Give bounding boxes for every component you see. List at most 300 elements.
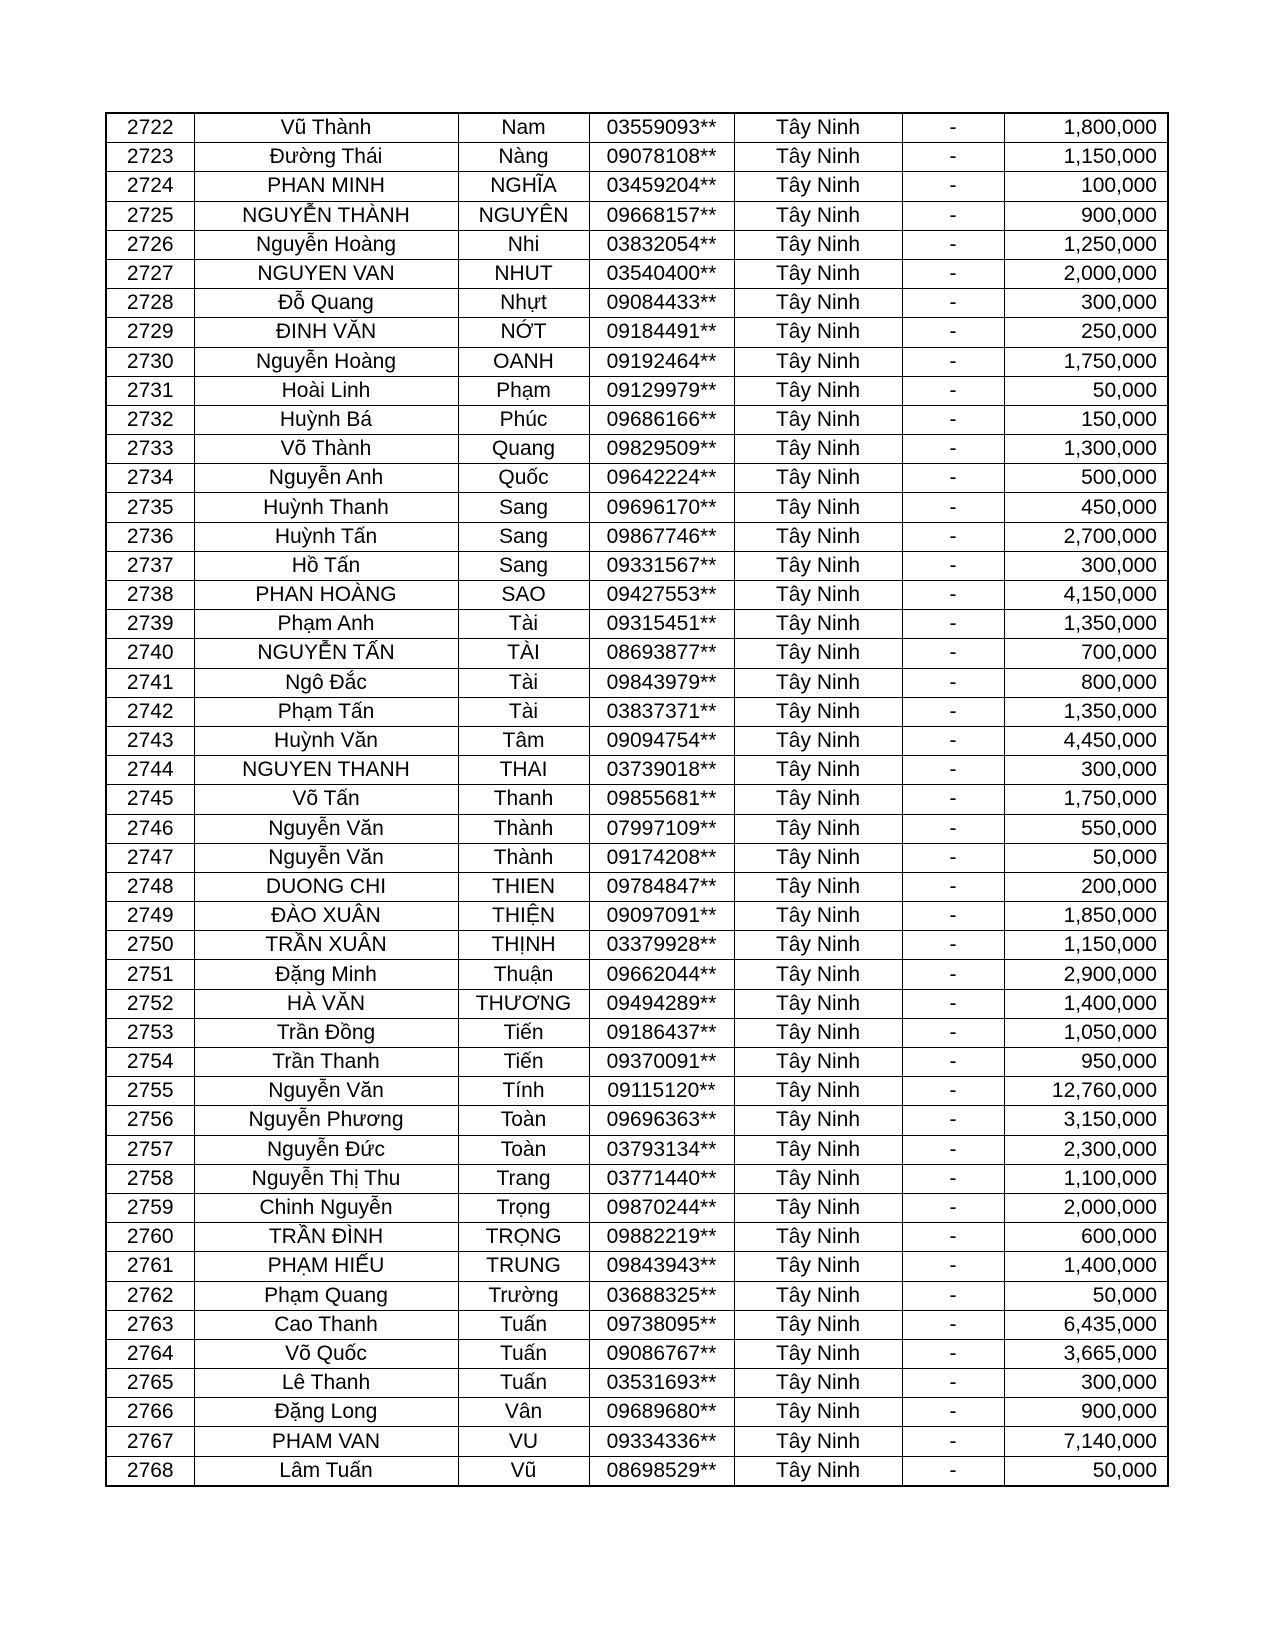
dash-cell: - — [902, 814, 1004, 843]
dash-cell: - — [902, 668, 1004, 697]
dash-cell: - — [902, 1193, 1004, 1222]
province-cell: Tây Ninh — [734, 259, 902, 288]
province-cell: Tây Ninh — [734, 405, 902, 434]
province-cell: Tây Ninh — [734, 551, 902, 580]
phone-cell: 08698529** — [589, 1456, 734, 1486]
province-cell: Tây Ninh — [734, 172, 902, 201]
row-number-cell: 2760 — [106, 1223, 194, 1252]
phone-cell: 09855681** — [589, 785, 734, 814]
table-row — [106, 960, 1168, 989]
table-row — [106, 1456, 1168, 1486]
phone-cell: 03379928** — [589, 931, 734, 960]
given-name-cell: Tiến — [458, 1048, 589, 1077]
phone-cell: 09370091** — [589, 1048, 734, 1077]
phone-cell: 09867746** — [589, 522, 734, 551]
given-name-cell: Trọng — [458, 1193, 589, 1222]
given-name-cell: Tính — [458, 1077, 589, 1106]
given-name-cell: Tâm — [458, 726, 589, 755]
family-name-cell: Nguyễn Văn — [194, 1077, 458, 1106]
amount-cell: 1,350,000 — [1004, 610, 1168, 639]
phone-cell: 09882219** — [589, 1223, 734, 1252]
province-cell: Tây Ninh — [734, 113, 902, 143]
amount-cell: 50,000 — [1004, 1281, 1168, 1310]
table-row — [106, 1427, 1168, 1456]
donation-table — [105, 112, 1169, 1487]
table-row — [106, 581, 1168, 610]
province-cell: Tây Ninh — [734, 610, 902, 639]
family-name-cell: Đặng Minh — [194, 960, 458, 989]
province-cell: Tây Ninh — [734, 989, 902, 1018]
row-number-cell: 2735 — [106, 493, 194, 522]
given-name-cell: Nhi — [458, 230, 589, 259]
amount-cell: 1,350,000 — [1004, 697, 1168, 726]
table-row — [106, 668, 1168, 697]
row-number-cell: 2767 — [106, 1427, 194, 1456]
phone-cell: 09427553** — [589, 581, 734, 610]
family-name-cell: PHAN HOÀNG — [194, 581, 458, 610]
dash-cell: - — [902, 230, 1004, 259]
phone-cell: 03837371** — [589, 697, 734, 726]
dash-cell: - — [902, 347, 1004, 376]
phone-cell: 09662044** — [589, 960, 734, 989]
family-name-cell: Hoài Linh — [194, 376, 458, 405]
row-number-cell: 2747 — [106, 843, 194, 872]
given-name-cell: Thuận — [458, 960, 589, 989]
given-name-cell: Sang — [458, 522, 589, 551]
dash-cell: - — [902, 1135, 1004, 1164]
given-name-cell: Nàng — [458, 143, 589, 172]
given-name-cell: Nam — [458, 113, 589, 143]
province-cell: Tây Ninh — [734, 872, 902, 901]
amount-cell: 12,760,000 — [1004, 1077, 1168, 1106]
amount-cell: 300,000 — [1004, 551, 1168, 580]
dash-cell: - — [902, 639, 1004, 668]
amount-cell: 7,140,000 — [1004, 1427, 1168, 1456]
amount-cell: 550,000 — [1004, 814, 1168, 843]
amount-cell: 500,000 — [1004, 464, 1168, 493]
family-name-cell: PHAN MINH — [194, 172, 458, 201]
dash-cell: - — [902, 1048, 1004, 1077]
amount-cell: 1,750,000 — [1004, 347, 1168, 376]
dash-cell: - — [902, 1077, 1004, 1106]
dash-cell: - — [902, 610, 1004, 639]
row-number-cell: 2752 — [106, 989, 194, 1018]
family-name-cell: NGUYỄN THÀNH — [194, 201, 458, 230]
given-name-cell: THAI — [458, 756, 589, 785]
row-number-cell: 2736 — [106, 522, 194, 551]
row-number-cell: 2722 — [106, 113, 194, 143]
amount-cell: 100,000 — [1004, 172, 1168, 201]
phone-cell: 09642224** — [589, 464, 734, 493]
phone-cell: 03771440** — [589, 1164, 734, 1193]
table-row — [106, 1048, 1168, 1077]
family-name-cell: Lê Thanh — [194, 1369, 458, 1398]
table-row — [106, 639, 1168, 668]
family-name-cell: Hồ Tấn — [194, 551, 458, 580]
province-cell: Tây Ninh — [734, 1135, 902, 1164]
phone-cell: 09689680** — [589, 1398, 734, 1427]
amount-cell: 2,700,000 — [1004, 522, 1168, 551]
table-row — [106, 1252, 1168, 1281]
province-cell: Tây Ninh — [734, 668, 902, 697]
table-row — [106, 1310, 1168, 1339]
given-name-cell: Trường — [458, 1281, 589, 1310]
amount-cell: 1,150,000 — [1004, 931, 1168, 960]
phone-cell: 09084433** — [589, 289, 734, 318]
phone-cell: 08693877** — [589, 639, 734, 668]
table-row — [106, 172, 1168, 201]
amount-cell: 800,000 — [1004, 668, 1168, 697]
given-name-cell: OANH — [458, 347, 589, 376]
given-name-cell: Tuấn — [458, 1339, 589, 1368]
family-name-cell: PHAM VAN — [194, 1427, 458, 1456]
row-number-cell: 2732 — [106, 405, 194, 434]
phone-cell: 09192464** — [589, 347, 734, 376]
given-name-cell: Tài — [458, 697, 589, 726]
row-number-cell: 2724 — [106, 172, 194, 201]
family-name-cell: TRẦN ĐÌNH — [194, 1223, 458, 1252]
amount-cell: 1,400,000 — [1004, 1252, 1168, 1281]
amount-cell: 2,300,000 — [1004, 1135, 1168, 1164]
dash-cell: - — [902, 113, 1004, 143]
table-row — [106, 405, 1168, 434]
row-number-cell: 2726 — [106, 230, 194, 259]
phone-cell: 09843943** — [589, 1252, 734, 1281]
given-name-cell: THƯƠNG — [458, 989, 589, 1018]
amount-cell: 300,000 — [1004, 756, 1168, 785]
family-name-cell: HÀ VĂN — [194, 989, 458, 1018]
amount-cell: 900,000 — [1004, 1398, 1168, 1427]
family-name-cell: Đường Thái — [194, 143, 458, 172]
amount-cell: 300,000 — [1004, 289, 1168, 318]
table-row — [106, 872, 1168, 901]
phone-cell: 09696170** — [589, 493, 734, 522]
family-name-cell: Đặng Long — [194, 1398, 458, 1427]
dash-cell: - — [902, 172, 1004, 201]
family-name-cell: Phạm Anh — [194, 610, 458, 639]
table-row — [106, 1018, 1168, 1047]
family-name-cell: Nguyễn Văn — [194, 814, 458, 843]
dash-cell: - — [902, 931, 1004, 960]
family-name-cell: TRẦN XUÂN — [194, 931, 458, 960]
province-cell: Tây Ninh — [734, 201, 902, 230]
family-name-cell: Phạm Tấn — [194, 697, 458, 726]
row-number-cell: 2768 — [106, 1456, 194, 1486]
province-cell: Tây Ninh — [734, 1018, 902, 1047]
table-row — [106, 843, 1168, 872]
phone-cell: 09334336** — [589, 1427, 734, 1456]
province-cell: Tây Ninh — [734, 289, 902, 318]
table-row — [106, 1369, 1168, 1398]
row-number-cell: 2729 — [106, 318, 194, 347]
given-name-cell: Nhựt — [458, 289, 589, 318]
given-name-cell: Phúc — [458, 405, 589, 434]
province-cell: Tây Ninh — [734, 1106, 902, 1135]
row-number-cell: 2743 — [106, 726, 194, 755]
amount-cell: 150,000 — [1004, 405, 1168, 434]
province-cell: Tây Ninh — [734, 435, 902, 464]
row-number-cell: 2731 — [106, 376, 194, 405]
amount-cell: 50,000 — [1004, 1456, 1168, 1486]
dash-cell: - — [902, 960, 1004, 989]
family-name-cell: ĐÀO XUÂN — [194, 902, 458, 931]
given-name-cell: Phạm — [458, 376, 589, 405]
table-body — [106, 113, 1168, 1486]
phone-cell: 09494289** — [589, 989, 734, 1018]
amount-cell: 4,150,000 — [1004, 581, 1168, 610]
given-name-cell: Sang — [458, 493, 589, 522]
dash-cell: - — [902, 1339, 1004, 1368]
dash-cell: - — [902, 1398, 1004, 1427]
province-cell: Tây Ninh — [734, 785, 902, 814]
dash-cell: - — [902, 1223, 1004, 1252]
family-name-cell: Võ Thành — [194, 435, 458, 464]
amount-cell: 300,000 — [1004, 1369, 1168, 1398]
dash-cell: - — [902, 785, 1004, 814]
phone-cell: 09738095** — [589, 1310, 734, 1339]
phone-cell: 09186437** — [589, 1018, 734, 1047]
province-cell: Tây Ninh — [734, 1252, 902, 1281]
family-name-cell: Võ Tấn — [194, 785, 458, 814]
dash-cell: - — [902, 376, 1004, 405]
table-row — [106, 318, 1168, 347]
phone-cell: 03793134** — [589, 1135, 734, 1164]
given-name-cell: NGHĨA — [458, 172, 589, 201]
dash-cell: - — [902, 289, 1004, 318]
given-name-cell: Tiến — [458, 1018, 589, 1047]
amount-cell: 2,900,000 — [1004, 960, 1168, 989]
phone-cell: 09843979** — [589, 668, 734, 697]
row-number-cell: 2756 — [106, 1106, 194, 1135]
dash-cell: - — [902, 318, 1004, 347]
table-row — [106, 756, 1168, 785]
phone-cell: 03459204** — [589, 172, 734, 201]
amount-cell: 950,000 — [1004, 1048, 1168, 1077]
table-row — [106, 493, 1168, 522]
amount-cell: 900,000 — [1004, 201, 1168, 230]
family-name-cell: Cao Thanh — [194, 1310, 458, 1339]
family-name-cell: Nguyễn Phương — [194, 1106, 458, 1135]
table-row — [106, 697, 1168, 726]
table-row — [106, 989, 1168, 1018]
table-row — [106, 1339, 1168, 1368]
table-row — [106, 931, 1168, 960]
row-number-cell: 2757 — [106, 1135, 194, 1164]
amount-cell: 2,000,000 — [1004, 259, 1168, 288]
dash-cell: - — [902, 756, 1004, 785]
dash-cell: - — [902, 697, 1004, 726]
dash-cell: - — [902, 1281, 1004, 1310]
province-cell: Tây Ninh — [734, 814, 902, 843]
table-row — [106, 902, 1168, 931]
amount-cell: 200,000 — [1004, 872, 1168, 901]
province-cell: Tây Ninh — [734, 1369, 902, 1398]
row-number-cell: 2740 — [106, 639, 194, 668]
given-name-cell: Thanh — [458, 785, 589, 814]
province-cell: Tây Ninh — [734, 756, 902, 785]
table-row — [106, 1164, 1168, 1193]
given-name-cell: TRỌNG — [458, 1223, 589, 1252]
province-cell: Tây Ninh — [734, 376, 902, 405]
table-row — [106, 201, 1168, 230]
province-cell: Tây Ninh — [734, 230, 902, 259]
table-row — [106, 522, 1168, 551]
amount-cell: 1,150,000 — [1004, 143, 1168, 172]
dash-cell: - — [902, 872, 1004, 901]
phone-cell: 03531693** — [589, 1369, 734, 1398]
province-cell: Tây Ninh — [734, 464, 902, 493]
amount-cell: 1,850,000 — [1004, 902, 1168, 931]
row-number-cell: 2733 — [106, 435, 194, 464]
row-number-cell: 2753 — [106, 1018, 194, 1047]
dash-cell: - — [902, 581, 1004, 610]
family-name-cell: DUONG CHI — [194, 872, 458, 901]
amount-cell: 600,000 — [1004, 1223, 1168, 1252]
row-number-cell: 2764 — [106, 1339, 194, 1368]
family-name-cell: Nguyễn Đức — [194, 1135, 458, 1164]
phone-cell: 09870244** — [589, 1193, 734, 1222]
amount-cell: 1,800,000 — [1004, 113, 1168, 143]
given-name-cell: NGUYÊN — [458, 201, 589, 230]
table-row — [106, 610, 1168, 639]
province-cell: Tây Ninh — [734, 318, 902, 347]
given-name-cell: Thành — [458, 843, 589, 872]
given-name-cell: Tuấn — [458, 1369, 589, 1398]
province-cell: Tây Ninh — [734, 697, 902, 726]
province-cell: Tây Ninh — [734, 522, 902, 551]
amount-cell: 2,000,000 — [1004, 1193, 1168, 1222]
row-number-cell: 2748 — [106, 872, 194, 901]
amount-cell: 1,300,000 — [1004, 435, 1168, 464]
table-row — [106, 1398, 1168, 1427]
row-number-cell: 2744 — [106, 756, 194, 785]
amount-cell: 50,000 — [1004, 843, 1168, 872]
given-name-cell: THIỆN — [458, 902, 589, 931]
row-number-cell: 2725 — [106, 201, 194, 230]
amount-cell: 1,050,000 — [1004, 1018, 1168, 1047]
table-row — [106, 1281, 1168, 1310]
family-name-cell: Đỗ Quang — [194, 289, 458, 318]
family-name-cell: NGUYEN VAN — [194, 259, 458, 288]
phone-cell: 09784847** — [589, 872, 734, 901]
table-row — [106, 785, 1168, 814]
row-number-cell: 2761 — [106, 1252, 194, 1281]
given-name-cell: TRUNG — [458, 1252, 589, 1281]
given-name-cell: NỚT — [458, 318, 589, 347]
dash-cell: - — [902, 1018, 1004, 1047]
dash-cell: - — [902, 143, 1004, 172]
family-name-cell: NGUYỄN TẤN — [194, 639, 458, 668]
dash-cell: - — [902, 493, 1004, 522]
phone-cell: 09315451** — [589, 610, 734, 639]
given-name-cell: SAO — [458, 581, 589, 610]
province-cell: Tây Ninh — [734, 1048, 902, 1077]
phone-cell: 03832054** — [589, 230, 734, 259]
province-cell: Tây Ninh — [734, 1310, 902, 1339]
province-cell: Tây Ninh — [734, 960, 902, 989]
province-cell: Tây Ninh — [734, 1223, 902, 1252]
dash-cell: - — [902, 1456, 1004, 1486]
row-number-cell: 2742 — [106, 697, 194, 726]
phone-cell: 03739018** — [589, 756, 734, 785]
province-cell: Tây Ninh — [734, 1193, 902, 1222]
family-name-cell: Huỳnh Thanh — [194, 493, 458, 522]
given-name-cell: Sang — [458, 551, 589, 580]
table-row — [106, 230, 1168, 259]
given-name-cell: VU — [458, 1427, 589, 1456]
amount-cell: 50,000 — [1004, 376, 1168, 405]
dash-cell: - — [902, 259, 1004, 288]
given-name-cell: Tài — [458, 610, 589, 639]
family-name-cell: Nguyễn Thị Thu — [194, 1164, 458, 1193]
given-name-cell: Tuấn — [458, 1310, 589, 1339]
row-number-cell: 2741 — [106, 668, 194, 697]
dash-cell: - — [902, 1427, 1004, 1456]
given-name-cell: TÀI — [458, 639, 589, 668]
row-number-cell: 2738 — [106, 581, 194, 610]
dash-cell: - — [902, 1164, 1004, 1193]
family-name-cell: Trần Đồng — [194, 1018, 458, 1047]
row-number-cell: 2734 — [106, 464, 194, 493]
given-name-cell: Tài — [458, 668, 589, 697]
family-name-cell: Nguyễn Văn — [194, 843, 458, 872]
row-number-cell: 2728 — [106, 289, 194, 318]
dash-cell: - — [902, 1252, 1004, 1281]
family-name-cell: Nguyễn Anh — [194, 464, 458, 493]
row-number-cell: 2763 — [106, 1310, 194, 1339]
dash-cell: - — [902, 726, 1004, 755]
phone-cell: 09097091** — [589, 902, 734, 931]
family-name-cell: Phạm Quang — [194, 1281, 458, 1310]
table-row — [106, 464, 1168, 493]
given-name-cell: Trang — [458, 1164, 589, 1193]
table-row — [106, 259, 1168, 288]
amount-cell: 700,000 — [1004, 639, 1168, 668]
given-name-cell: Quốc — [458, 464, 589, 493]
family-name-cell: Vũ Thành — [194, 113, 458, 143]
table-row — [106, 814, 1168, 843]
row-number-cell: 2737 — [106, 551, 194, 580]
row-number-cell: 2754 — [106, 1048, 194, 1077]
province-cell: Tây Ninh — [734, 1164, 902, 1193]
table-row — [106, 1077, 1168, 1106]
phone-cell: 03559093** — [589, 113, 734, 143]
amount-cell: 3,150,000 — [1004, 1106, 1168, 1135]
row-number-cell: 2749 — [106, 902, 194, 931]
family-name-cell: Ngô Đắc — [194, 668, 458, 697]
family-name-cell: Huỳnh Tấn — [194, 522, 458, 551]
dash-cell: - — [902, 1369, 1004, 1398]
province-cell: Tây Ninh — [734, 493, 902, 522]
province-cell: Tây Ninh — [734, 1339, 902, 1368]
family-name-cell: Nguyễn Hoàng — [194, 230, 458, 259]
table-row — [106, 435, 1168, 464]
province-cell: Tây Ninh — [734, 726, 902, 755]
table-row — [106, 1135, 1168, 1164]
amount-cell: 1,400,000 — [1004, 989, 1168, 1018]
row-number-cell: 2766 — [106, 1398, 194, 1427]
row-number-cell: 2750 — [106, 931, 194, 960]
phone-cell: 09668157** — [589, 201, 734, 230]
row-number-cell: 2746 — [106, 814, 194, 843]
phone-cell: 09829509** — [589, 435, 734, 464]
family-name-cell: PHẠM HIẾU — [194, 1252, 458, 1281]
phone-cell: 09086767** — [589, 1339, 734, 1368]
province-cell: Tây Ninh — [734, 581, 902, 610]
row-number-cell: 2723 — [106, 143, 194, 172]
given-name-cell: Toàn — [458, 1135, 589, 1164]
row-number-cell: 2755 — [106, 1077, 194, 1106]
